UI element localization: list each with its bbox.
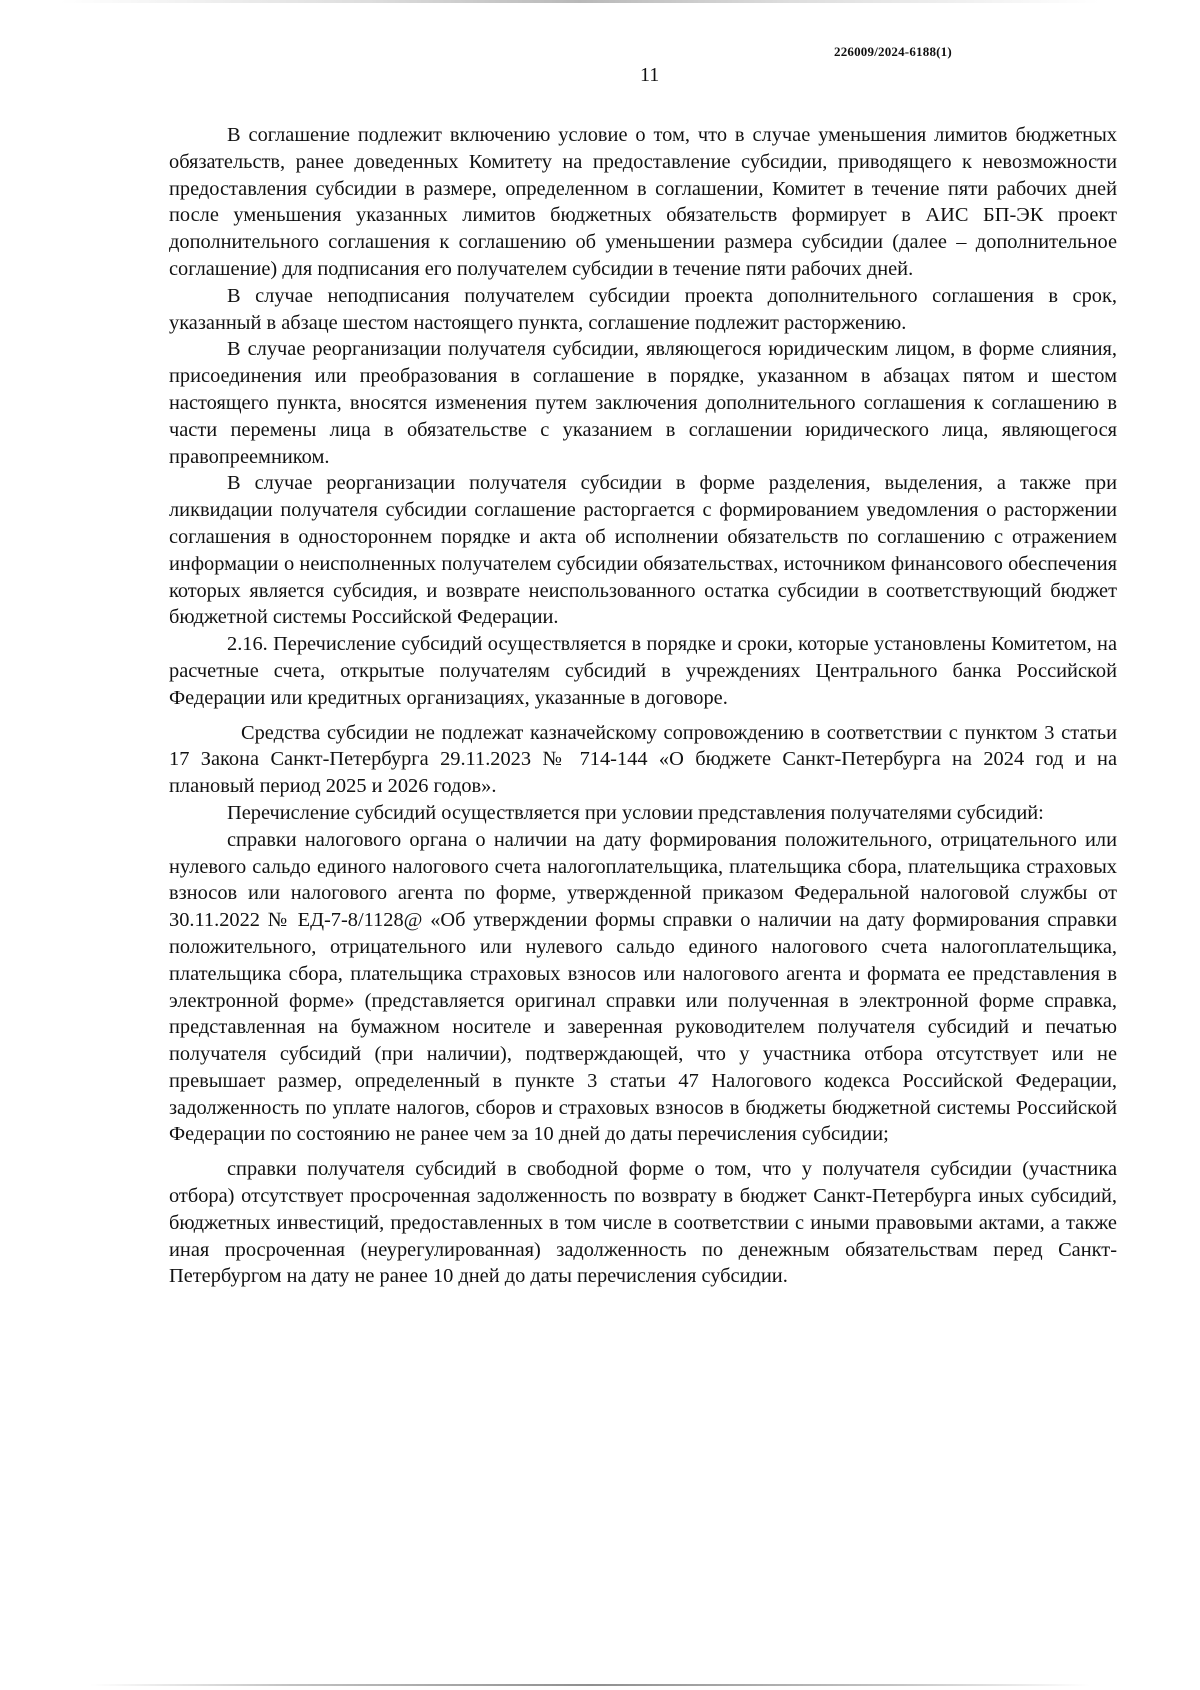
paragraph-unsigned-agreement: В случае неподписания получателем субсидии проекта дополнительного соглашения в срок, указанный в абзаце шестом настоящего пункта, соглашение подлежит расторжению. <box>169 284 1117 334</box>
document-body <box>169 122 1117 1290</box>
document-registration-number: 226009/2024-6188(1) <box>834 44 952 59</box>
scan-edge-bottom <box>90 1684 1090 1686</box>
paragraph-limits-reduction: В соглашение подлежит включению условие о том, что в случае уменьшения лимитов бюджетных обязательств, ранее доведенных Комитету на предоставление субсидии, приводящего к невозможности предоставления субсидии в размере, определенном в соглашении, Комитет в течение пяти рабочих дней после уменьшения указанных лимитов бюджетных обязательств формирует в АИС БП-ЭК проект дополнительного соглашения к соглашению об уменьшении размера субсидии (далее – дополнительное соглашение) для подписания его получателем субсидии в течение пяти рабочих дней. <box>169 124 1117 280</box>
scan-edge-top <box>60 0 1100 3</box>
paragraph-tax-certificate: справки налогового органа о наличии на дату формирования положительного, отрицательного или нулевого сальдо единого налогового счета налогоплательщика, плательщика сбора, плательщика страховых взносов или налогового агента по форме, утвержденной приказом Федеральной налоговой службы от 30.11.2022 № ЕД-7-8/1128@ «Об утверждении формы справки о наличии на дату формирования справки положительного, отрицательного или нулевого сальдо единого налогового счета налогоплательщика, плательщика сбора, плательщика страховых взносов или налогового агента и формата ее представления в электронной форме» (представляется оригинал справки или полученная в электронной форме справка, представленная на бумажном носителе и заверенная руководителем получателя субсидий и печатью получателя субсидий (при наличии), подтверждающей, что у участника отбора отсутствует или не превышает размер, определенный в пункте 3 статьи 47 Налогового кодекса Российской Федерации, задолженность по уплате налогов, сборов и страховых взносов в бюджеты бюджетной системы Российской Федерации по состоянию не ранее чем за 10 дней до даты перечисления субсидии; <box>169 828 1117 1146</box>
paragraph-2-16-transfer: 2.16. Перечисление субсидий осуществляется в порядке и сроки, которые установлены Комитетом, на расчетные счета, открытые получателям субсидий в учреждениях Центрального банка Российской Федерации или кредитных организациях, указанные в договоре. <box>169 633 1117 709</box>
paragraph-recipient-certificate: справки получателя субсидий в свободной форме о том, что у получателя субсидии (участника отбора) отсутствует просроченная задолженность по возврату в бюджет Санкт-Петербурга иных субсидий, бюджетных инвестиций, предоставленных в том числе в соответствии с иными правовыми актами, а также иная просроченная (неурегулированная) задолженность по денежным обязательствам перед Санкт-Петербургом на дату не ранее 10 дней до даты перечисления субсидии. <box>169 1158 1117 1288</box>
paragraph-reorganization-merger: В случае реорганизации получателя субсидии, являющегося юридическим лицом, в форме слияния, присоединения или преобразования в соглашение в порядке, указанном в абзацах пятом и шестом настоящего пункта, вносятся изменения путем заключения дополнительного соглашения к соглашению в части перемены лица в обязательстве с указанием в соглашении юридического лица, являющегося правопреемником. <box>169 338 1117 468</box>
paragraph-treasury-support: Средства субсидии не подлежат казначейскому сопровождению в соответствии с пунктом 3 статьи 17 Закона Санкт-Петербурга 29.11.2023 № 714-144 «О бюджете Санкт-Петербурга на 2024 год и на плановый период 2025 и 2026 годов». <box>169 721 1117 798</box>
paragraph-reorganization-division: В случае реорганизации получателя субсидии в форме разделения, выделения, а также при ликвидации получателя субсидии соглашение расторгается с формированием уведомления о расторжении соглашения в одностороннем порядке и акта об исполнении обязательств по соглашению с отражением информации о неисполненных получателем субсидии обязательствах, источником финансового обеспечения которых является субсидия, и возврате неиспользованного остатка субсидии в соответствующий бюджет бюджетной системы Российской Федерации. <box>169 472 1117 629</box>
page-number: 11 <box>640 64 660 86</box>
paragraph-transfer-conditions: Перечисление субсидий осуществляется при условии представления получателями субсидий: <box>227 801 1044 824</box>
